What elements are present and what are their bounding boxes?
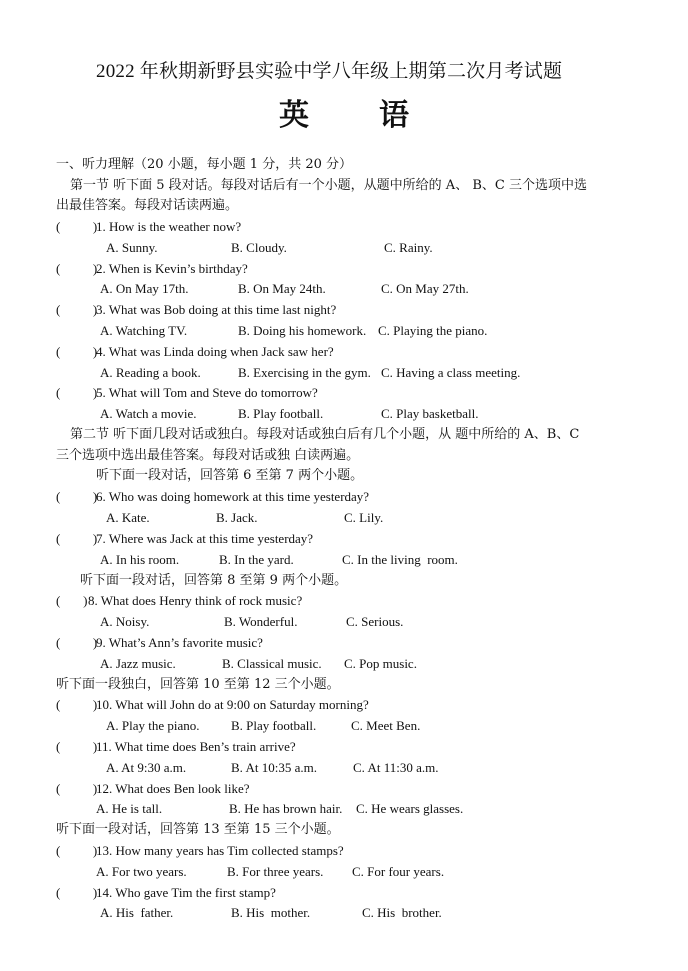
option-c: C. On May 27th.	[381, 281, 469, 296]
option-b: B. He has brown hair.	[229, 801, 343, 816]
option-a: A. Sunny.	[106, 240, 158, 255]
exam-title: 2022 年秋期新野县实验中学八年级上期第二次月考试题	[96, 61, 563, 82]
option-a: A. At 9:30 a.m.	[106, 760, 187, 775]
option-a: A. He is tall.	[96, 801, 163, 816]
answer-blank[interactable]: ( )	[56, 593, 88, 608]
option-a: A. On May 17th.	[100, 281, 189, 296]
question-text: 8. What does Henry think of rock music?	[88, 593, 303, 608]
option-c: C. For four years.	[352, 864, 445, 879]
answer-blank[interactable]: ( )	[56, 739, 98, 754]
option-a: A. For two years.	[96, 864, 187, 879]
question-text: 11. What time does Ben’s train arrive?	[96, 739, 296, 754]
option-c: C. Playing the piano.	[378, 323, 488, 338]
option-a: A. Reading a book.	[100, 365, 201, 380]
option-c: C. In the living room.	[342, 552, 458, 567]
option-b: B. Classical music.	[222, 656, 322, 671]
option-c: C. Serious.	[346, 614, 404, 629]
option-b: B. Play football.	[231, 718, 317, 733]
option-b: B. Exercising in the gym.	[238, 365, 371, 380]
question-text: 10. What will John do at 9:00 on Saturday morning?	[96, 697, 369, 712]
answer-blank[interactable]: ( )	[56, 531, 98, 546]
question-text: 5. What will Tom and Steve do tomorrow?	[96, 385, 318, 400]
option-a: A. Jazz music.	[100, 656, 176, 671]
option-c: C. Lily.	[344, 510, 384, 525]
answer-blank[interactable]: ( )	[56, 261, 98, 276]
option-a: A. Play the piano.	[106, 718, 200, 733]
question-text: 14. Who gave Tim the first stamp?	[96, 885, 276, 900]
answer-blank[interactable]: ( )	[56, 885, 98, 900]
option-b: B. On May 24th.	[238, 281, 326, 296]
section-heading: 一、听力理解（20 小题，每小题 1 分，共 20 分）	[56, 157, 353, 172]
option-a: A. His father.	[100, 905, 174, 920]
option-b: B. Jack.	[216, 510, 258, 525]
option-b: B. Cloudy.	[231, 240, 287, 255]
question-text: 12. What does Ben look like?	[96, 781, 250, 796]
option-c: C. Play basketball.	[381, 406, 479, 421]
question-text: 4. What was Linda doing when Jack saw her?	[96, 344, 334, 359]
subject-char-2: 语	[379, 99, 409, 132]
part1-instruction-line1: 第一节 听下面 5 段对话。每段对话后有一个小题，从题中所给的 A、 B、C 三个选项中选	[70, 178, 587, 193]
subject-char-1: 英	[279, 99, 309, 132]
answer-blank[interactable]: ( )	[56, 697, 98, 712]
part1-instruction-line2: 出最佳答案。每段对话读两遍。	[56, 198, 239, 213]
question-text: 6. Who was doing homework at this time yesterday?	[96, 489, 370, 504]
answer-blank[interactable]: ( )	[56, 489, 98, 504]
question-text: 2. When is Kevin’s birthday?	[96, 261, 248, 276]
option-b: B. Play football.	[238, 406, 324, 421]
option-c: C. At 11:30 a.m.	[353, 760, 439, 775]
answer-blank[interactable]: ( )	[56, 344, 98, 359]
question-text: 9. What’s Ann’s favorite music?	[96, 635, 263, 650]
option-b: B. Doing his homework.	[238, 323, 367, 338]
group-intro-8-9: 听下面一段对话，回答第 8 至第 9 两个小题。	[80, 573, 348, 588]
answer-blank[interactable]: ( )	[56, 843, 98, 858]
answer-blank[interactable]: ( )	[56, 385, 98, 400]
option-a: A. Watching TV.	[100, 323, 188, 338]
option-b: B. Wonderful.	[224, 614, 298, 629]
question-text: 1. How is the weather now?	[96, 219, 242, 234]
option-b: B. At 10:35 a.m.	[231, 760, 317, 775]
option-a: A. In his room.	[100, 552, 180, 567]
group-intro-6-7: 听下面一段对话，回答第 6 至第 7 两个小题。	[96, 468, 364, 483]
option-b: B. His mother.	[231, 905, 311, 920]
answer-blank[interactable]: ( )	[56, 635, 98, 650]
answer-blank[interactable]: ( )	[56, 781, 98, 796]
option-a: A. Kate.	[106, 510, 150, 525]
part2-instruction-line2: 三个选项中选出最佳答案。每段对话或独 白读两遍。	[56, 448, 360, 463]
option-a: A. Watch a movie.	[100, 406, 197, 421]
option-b: B. In the yard.	[219, 552, 294, 567]
answer-blank[interactable]: ( )	[56, 302, 98, 317]
option-a: A. Noisy.	[100, 614, 150, 629]
question-text: 3. What was Bob doing at this time last night?	[96, 302, 337, 317]
question-text: 7. Where was Jack at this time yesterday?	[96, 531, 314, 546]
option-c: C. Pop music.	[344, 656, 417, 671]
part2-instruction-line1: 第二节 听下面几段对话或独白。每段对话或独白后有几个小题，从 题中所给的 A、B、C	[70, 427, 580, 442]
option-c: C. He wears glasses.	[356, 801, 464, 816]
option-c: C. His brother.	[362, 905, 442, 920]
option-c: C. Rainy.	[384, 240, 433, 255]
group-intro-10-12: 听下面一段独白，回答第 10 至第 12 三个小题。	[56, 677, 340, 692]
question-text: 13. How many years has Tim collected stamps?	[96, 843, 344, 858]
answer-blank[interactable]: ( )	[56, 219, 98, 234]
option-c: C. Having a class meeting.	[381, 365, 521, 380]
option-b: B. For three years.	[227, 864, 324, 879]
option-c: C. Meet Ben.	[351, 718, 421, 733]
group-intro-13-15: 听下面一段对话，回答第 13 至第 15 三个小题。	[56, 822, 340, 837]
